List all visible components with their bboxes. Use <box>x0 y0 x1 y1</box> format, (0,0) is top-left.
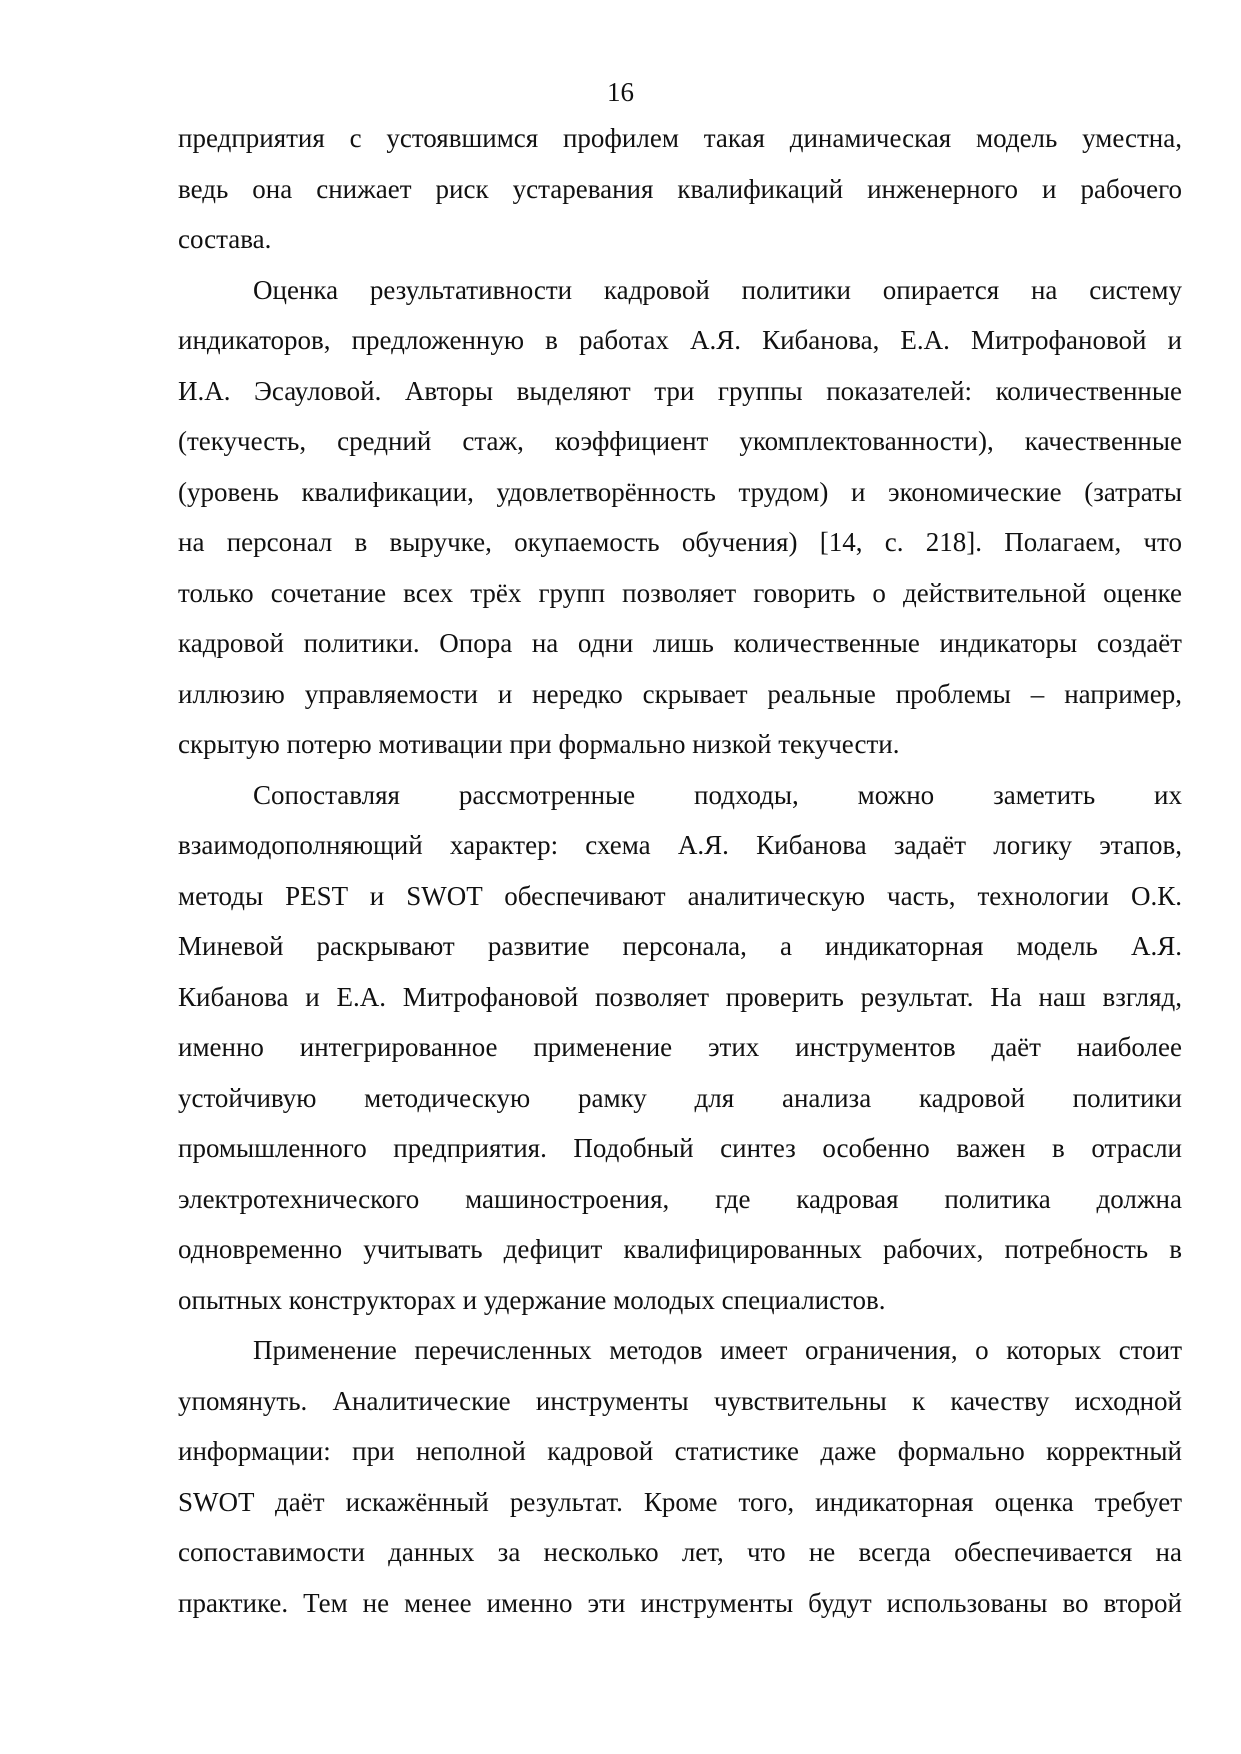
text-line: предприятия с устоявшимся профилем такая динамическая модель уместна, <box>178 123 1182 153</box>
body-text <box>178 113 1182 1628</box>
text-line: промышленного предприятия. Подобный синтез особенно важен в отрасли <box>178 1133 1182 1163</box>
text-line: опытных конструкторах и удержание молодых специалистов. <box>178 1284 886 1315</box>
text-line: взаимодополняющий характер: схема А.Я. Кибанова задаёт логику этапов, <box>178 830 1182 860</box>
text-line: методы PEST и SWOT обеспечивают аналитическую часть, технологии О.К. <box>178 880 1182 911</box>
text-line: одновременно учитывать дефицит квалифицированных рабочих, потребность в <box>178 1234 1182 1264</box>
text-line: информации: при неполной кадровой статистике даже формально корректный <box>178 1436 1182 1466</box>
text-line: кадровой политики. Опора на одни лишь количественные индикаторы создаёт <box>178 628 1182 658</box>
text-line: только сочетание всех трёх групп позволяет говорить о действительной оценке <box>178 577 1182 608</box>
page-number: 16 <box>607 77 634 107</box>
text-line: упомянуть. Аналитические инструменты чувствительны к качеству исходной <box>178 1385 1182 1416</box>
text-line: состава. <box>178 224 272 254</box>
text-line: Применение перечисленных методов имеет ограничения, о которых стоит <box>253 1335 1182 1365</box>
text-line: (текучесть, средний стаж, коэффициент укомплектованности), качественные <box>178 426 1182 456</box>
text-line: скрытую потерю мотивации при формально низкой текучести. <box>178 729 900 759</box>
text-line: Кибанова и Е.А. Митрофановой позволяет проверить результат. На наш взгляд, <box>178 981 1182 1012</box>
text-line: И.А. Эсауловой. Авторы выделяют три группы показателей: количественные <box>178 375 1182 406</box>
text-line: Оценка результативности кадровой политики опирается на систему <box>253 274 1182 305</box>
text-line: на персонал в выручке, окупаемость обучения) [14, с. 218]. Полагаем, что <box>178 527 1182 557</box>
text-line: устойчивую методическую рамку для анализа кадровой политики <box>178 1082 1182 1113</box>
text-line: индикаторов, предложенную в работах А.Я. Кибанова, Е.А. Митрофановой и <box>178 325 1182 355</box>
text-line: иллюзию управляемости и нередко скрывает реальные проблемы – например, <box>178 678 1182 709</box>
text-line: (уровень квалификации, удовлетворённость трудом) и экономические (затраты <box>178 476 1182 507</box>
text-line: SWOT даёт искажённый результат. Кроме того, индикаторная оценка требует <box>178 1486 1182 1517</box>
text-line: практике. Тем не менее именно эти инструменты будут использованы во второй <box>178 1587 1182 1618</box>
text-line: сопоставимости данных за несколько лет, что не всегда обеспечивается на <box>178 1537 1182 1567</box>
text-line: электротехнического машиностроения, где кадровая политика должна <box>178 1183 1182 1214</box>
text-line: Сопоставляя рассмотренные подходы, можно заметить их <box>253 779 1182 810</box>
text-line: Миневой раскрывают развитие персонала, а индикаторная модель А.Я. <box>178 931 1182 961</box>
text-line: ведь она снижает риск устаревания квалификаций инженерного и рабочего <box>178 173 1182 204</box>
text-line: именно интегрированное применение этих инструментов даёт наиболее <box>178 1032 1182 1062</box>
